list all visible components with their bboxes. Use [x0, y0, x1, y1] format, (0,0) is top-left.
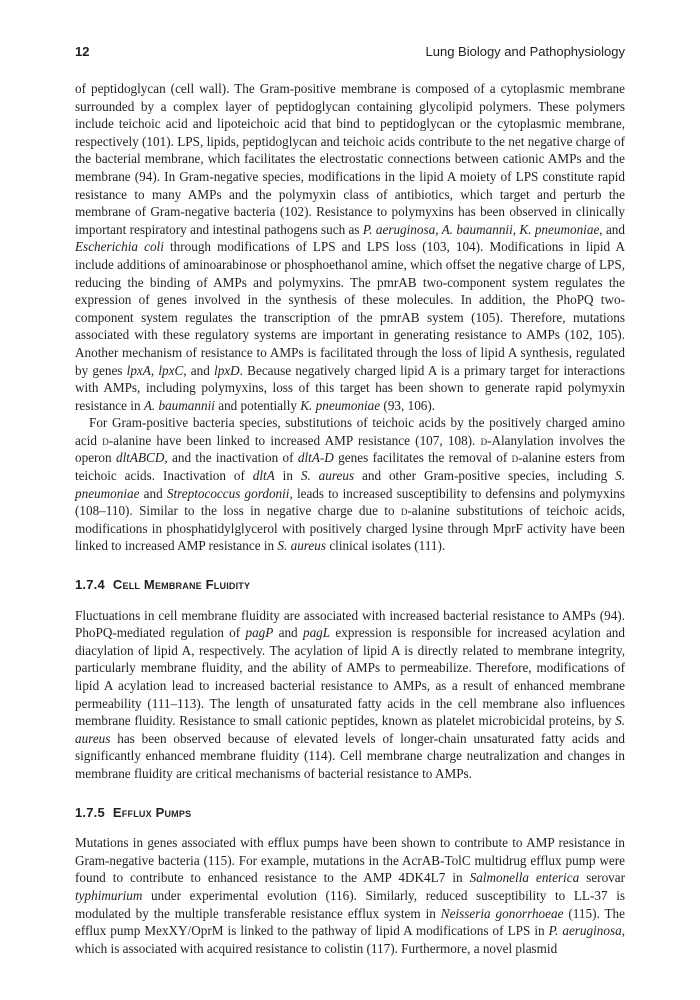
section-number: 1.7.4	[75, 577, 105, 593]
italic-term: dltA-D	[297, 450, 334, 466]
italic-term: pagL	[302, 625, 331, 641]
italic-term: K. pneumoniae	[300, 397, 381, 413]
italic-term: P. aeruginosa, A. baumannii, K. pneumoniae	[362, 221, 600, 237]
section-number: 1.7.5	[75, 804, 105, 820]
section-heading	[75, 804, 625, 822]
italic-term: dltA	[252, 468, 275, 484]
italic-term: S. aureus	[277, 538, 327, 554]
body-paragraph: of peptidoglycan (cell wall). The Gram-positive membrane is composed of a cytoplasmic membrane surrounded by a complex layer of peptidoglycan containing glycolipid polymers. These polymers include teichoic acid and lipoteichoic acid that bind to peptidoglycan or the cytoplasmic membrane, respectively (101). LPS, lipids, peptidoglycan and teichoic acids contribute to the net negative charge of the bacterial membrane, which facilitates the electrostatic connections between cationic AMPs and the membrane (94). In Gram-negative species, modifications in the lipid A moiety of LPS constitute rapid resistance to many AMPs and the polymyxin class of antibiotics, which target and perturb the membrane of Gram-negative bacteria (102). Resistance to polymyxins has been observed in clinically important respiratory and intestinal pathogens such as P. aeruginosa, A. baumannii, K. pneumoniae, and Escherichia coli through modifications of LPS and LPS loss (103, 104). Modifications in lipid A include additions of aminoarabinose or phosphoethanol amine, which offset the negative charge of LPS, reducing the binding of AMPs and polymyxins. The pmrAB two-component system regulates the expression of genes involved in the synthesis of these molecules. In addition, the PhoPQ two-component system regulates the transcription of the pmrAB system (105). Therefore, mutations associated with these regulatory systems are important in generating resistance to AMPs (102, 105). Another mechanism of resistance to AMPs is facilitated through the loss of lipid A synthesis, regulated by genes lpxA, lpxC, and lpxD. Because negatively charged lipid A is a primary target for interactions with AMPs, including polymyxins, loss of this target has been shown to generate rapid polymyxin resistance in A. baumannii and potentially K. pneumoniae (93, 106).	[75, 81, 626, 413]
body-paragraph: Fluctuations in cell membrane fluidity are associated with increased bacterial resistance to AMPs (94). PhoPQ-mediated regulation of pagP and pagL expression is responsible for increased acylation and diacylation of lipid A, respectively. The acylation of lipid A is directly related to membrane integrity, particularly membrane fluidity, and the ability of AMPs to permeabilize. Therefore, modifications of lipid A acylation lead to increased bacterial resistance to AMPs, as a result of enhanced membrane permeability (111–113). The length of unsaturated fatty acids in the cell membrane also influences membrane fluidity. Resistance to small cationic peptides, known as platelet microbicidal proteins, by S. aureus has been observed because of elevated levels of longer-chain unsaturated fatty acids and significantly enhanced membrane fluidity (114). Cell membrane charge neutralization and changes in membrane fluidity are critical mechanisms of bacterial resistance to AMPs.	[75, 607, 625, 781]
italic-term: Salmonella enterica	[469, 870, 580, 886]
section-title: Cell Membrane Fluidity	[112, 577, 251, 593]
small-caps-prefix: d	[400, 503, 408, 519]
italic-term: A. baumannii	[143, 397, 215, 413]
italic-term: Escherichia coli	[75, 239, 164, 255]
body-paragraph: Mutations in genes associated with efflux pumps have been shown to contribute to AMP resistance in Gram-negative bacteria (115). For example, mutations in the AcrAB-TolC multidrug efflux pump were found to contribute to enhanced resistance to the AMP 4DK4L7 in Salmonella enterica serovar typhimurium under experimental evolution (116). Similarly, reduced susceptibility to LL-37 is modulated by the multiple transferable resistance efflux system in Neisseria gonorrhoeae (115). The efflux pump MexXY/OprM is linked to the pathway of lipid A modifications of LPS in P. aeruginosa, which is associated with acquired resistance to colistin (117). Furthermore, a novel plasmid	[75, 835, 625, 956]
italic-term: S. aureus	[300, 468, 355, 484]
italic-term: P. aeruginosa	[548, 923, 622, 939]
small-caps-prefix: d	[511, 450, 519, 466]
document-body	[75, 80, 625, 957]
page-number: 12	[75, 44, 90, 59]
italic-term: lpxD	[214, 362, 240, 378]
small-caps-prefix: d	[480, 432, 488, 448]
page-header	[75, 44, 625, 64]
section-heading	[75, 576, 625, 594]
italic-term: S. aureus	[75, 713, 625, 746]
italic-term: Streptococcus gordonii	[166, 485, 290, 501]
section-title: Efflux Pumps	[112, 804, 192, 820]
italic-term: lpxA, lpxC	[126, 362, 184, 378]
running-head: Lung Biology and Pathophysiology	[425, 44, 625, 59]
italic-term: Neisseria gonorrhoeae	[440, 905, 564, 921]
italic-term: typhimurium	[75, 887, 143, 903]
italic-term: dltABCD	[116, 450, 165, 466]
italic-term: S. pneumoniae	[75, 468, 625, 501]
small-caps-prefix: d	[102, 432, 109, 448]
body-paragraph: For Gram-positive bacteria species, substitutions of teichoic acids by the positively charged amino acid d-alanine have been linked to increased AMP resistance (107, 108). d-Alanylation involves the operon dltABCD, and the inactivation of dltA-D genes facilitates the removal of d-alanine esters from teichoic acids. Inactivation of dltA in S. aureus and other Gram-positive species, including S. pneumoniae and Streptococcus gordonii, leads to increased susceptibility to defensins and polymyxins (108–110). Similar to the loss in negative charge due to d-alanine substitutions of teichoic acids, modifications in phosphatidylglycerol with positively charged lysine through MprF activity have been linked to increased AMP resistance in S. aureus clinical isolates (111).	[75, 415, 626, 554]
italic-term: pagP	[245, 625, 274, 641]
